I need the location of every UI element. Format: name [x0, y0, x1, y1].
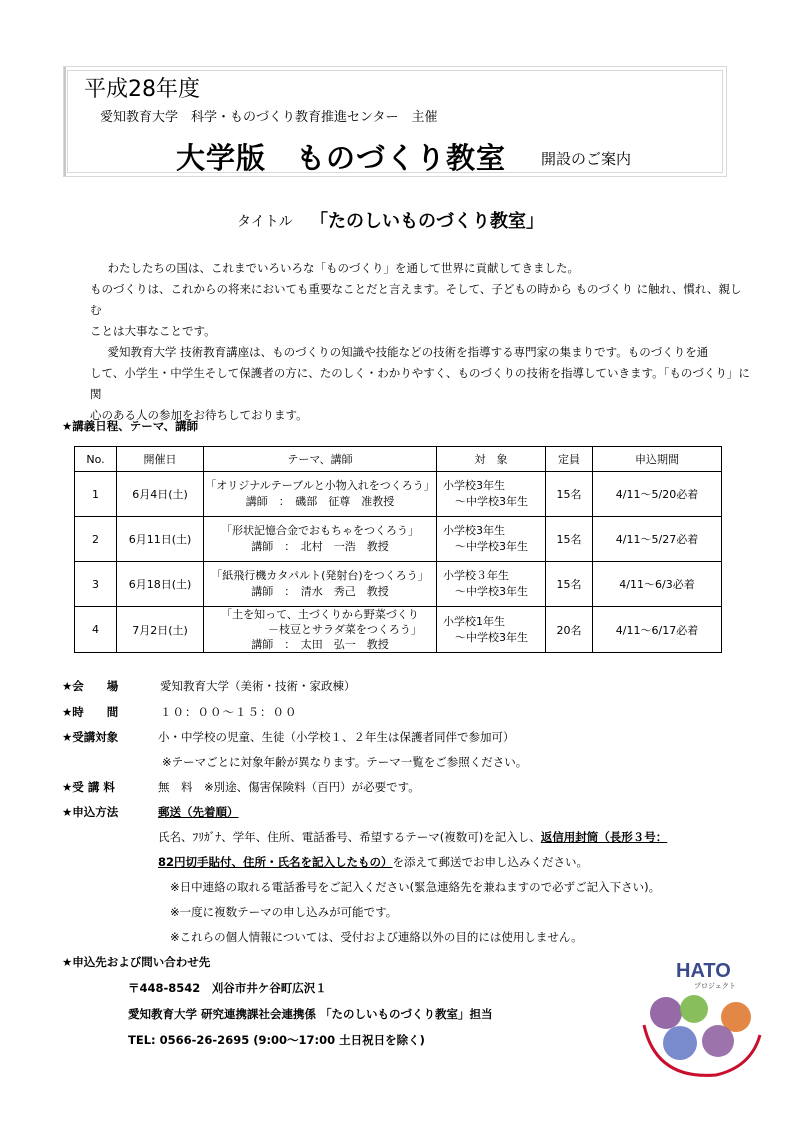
row-target	[437, 472, 546, 517]
target-to: ～中学校3年生	[455, 630, 528, 644]
intro-line: 愛知教育大学 技術教育講座は、ものづくりの知識や技能などの技術を指導する専門家の集まりです。ものづくりを通	[96, 345, 709, 359]
row-date: 6月11日(土)	[117, 517, 204, 562]
venue-label: ★会 場	[62, 679, 119, 693]
intro-line: ことは大事なことです。	[90, 324, 216, 338]
row-date: 6月18日(土)	[117, 562, 204, 607]
row-capacity: 15名	[546, 472, 593, 517]
time-row	[62, 704, 298, 720]
schedule-heading: ★講義日程、テーマ、講師	[62, 419, 199, 433]
fiscal-year: 平成28年度	[84, 77, 200, 102]
logo-circle-green	[680, 995, 708, 1023]
audience-note: ※テーマごとに対象年齢が異なります。テーマ一覧をご参照ください。	[162, 755, 528, 769]
logo-subtext: プロジェクト	[694, 982, 736, 990]
table-row	[75, 562, 722, 607]
row-period: 4/11～6/17必着	[593, 607, 722, 653]
apply-instructions-1	[158, 829, 667, 845]
audience-row	[62, 729, 515, 745]
intro-line: ものづくりは、これからの将来においても重要なことだと言えます。そして、子どもの時から ものづくり に触れ、慣れ、親しむ	[90, 282, 742, 317]
sponsor-text: 愛知教育大学 科学・ものづくり教育推進センター 主催	[100, 110, 438, 125]
row-theme	[204, 472, 437, 517]
target-to: ～中学校3年生	[455, 585, 528, 598]
table-row	[75, 472, 722, 517]
row-capacity: 15名	[546, 562, 593, 607]
contact-address: 〒448-8542 刈谷市井ケ谷町広沢１	[128, 981, 327, 995]
logo-circle-blue	[663, 1026, 697, 1060]
apply-row	[62, 804, 239, 820]
audience-label: ★受講対象	[62, 730, 119, 744]
row-date: 6月4日(土)	[117, 472, 204, 517]
column-header: 開催日	[117, 447, 204, 472]
contact-heading: ★申込先および問い合わせ先	[62, 955, 211, 969]
logo-swoosh	[644, 1025, 760, 1075]
apply-text: を添えて郵送でお申し込みください。	[392, 855, 589, 869]
contact-office: 愛知教育大学 研究連携課社会連携係 「たのしいものづくり教室」担当	[128, 1007, 493, 1021]
apply-stamp: 82円切手貼付、住所・氏名を記入したもの）	[158, 855, 393, 869]
logo-circle-purple	[650, 997, 682, 1029]
table-row	[75, 517, 722, 562]
row-period: 4/11～5/20必着	[593, 472, 722, 517]
fee-label: ★受 講 料	[62, 780, 115, 794]
subtitle-value: 「たのしいものづくり教室」	[310, 211, 544, 232]
theme-lecturer: 講師 ： 太田 弘一 教授	[251, 638, 389, 651]
contact-phone: TEL: 0566-26-2695 (9:00～17:00 土日祝日を除く)	[128, 1033, 425, 1047]
fee-value: 無 料 ※別途、傷害保険料（百円）が必要です。	[158, 780, 420, 794]
target-to: ～中学校3年生	[455, 540, 528, 553]
theme-title: 「オリジナルテーブルと小物入れをつくろう」	[205, 479, 435, 492]
column-header: テーマ、講師	[204, 447, 437, 472]
row-number: 1	[75, 472, 117, 517]
subtitle-label: タイトル	[237, 214, 293, 230]
apply-instructions-2	[158, 854, 588, 870]
time-value: １０：００～１５：００	[160, 705, 298, 719]
row-target	[437, 607, 546, 653]
column-header: No.	[75, 447, 117, 472]
venue-value: 愛知教育大学（美術・技術・家政棟）	[160, 679, 356, 693]
venue-row	[62, 678, 356, 694]
row-period: 4/11～5/27必着	[593, 517, 722, 562]
target-from: 小学校3年生	[443, 479, 505, 492]
target-to: ～中学校3年生	[455, 495, 528, 508]
theme-title: 「形状記憶合金でおもちゃをつくろう」	[221, 524, 419, 537]
apply-text: 氏名、ﾌﾘｶﾞﾅ、学年、住所、電話番号、希望するテーマ(複数可)を記入し、	[158, 830, 541, 844]
row-capacity: 20名	[546, 607, 593, 653]
intro-paragraph	[90, 258, 750, 426]
row-theme	[204, 562, 437, 607]
fee-row	[62, 779, 420, 795]
intro-line: わたしたちの国は、これまでいろいろな「ものづくり」を通して世界に貢献してきました。	[96, 261, 579, 275]
theme-title: 「土を知って、土づくりから野菜づくり	[221, 608, 419, 621]
hato-logo	[636, 955, 766, 1085]
apply-envelope: 返信用封筒（長形３号：	[540, 830, 668, 844]
page-title: 大学版 ものづくり教室	[176, 141, 507, 175]
intro-line: 心のある人の参加をお待ちしております。	[90, 408, 308, 422]
audience-value: 小・中学校の児童、生徒（小学校１、２年生は保護者同伴で参加可）	[158, 730, 515, 744]
row-theme	[204, 607, 437, 653]
target-from: 小学校３年生	[443, 569, 509, 582]
row-theme	[204, 517, 437, 562]
apply-label: ★申込方法	[62, 805, 119, 819]
apply-note: ※これらの個人情報については、受付および連絡以外の目的には使用しません。	[170, 930, 583, 944]
row-number: 2	[75, 517, 117, 562]
time-label: ★時 間	[62, 705, 119, 719]
column-header: 対 象	[437, 447, 546, 472]
table-header-row	[75, 447, 722, 472]
row-target	[437, 562, 546, 607]
row-date: 7月2日(土)	[117, 607, 204, 653]
schedule-table	[74, 446, 722, 653]
apply-note: ※一度に複数テーマの申し込みが可能です。	[170, 905, 398, 919]
theme-lecturer: 講師 ： 北村 一浩 教授	[251, 540, 389, 553]
column-header: 申込期間	[593, 447, 722, 472]
target-from: 小学校3年生	[443, 524, 505, 537]
row-capacity: 15名	[546, 517, 593, 562]
target-from: 小学校1年生	[443, 614, 505, 628]
apply-note: ※日中連絡の取れる電話番号をご記入ください(緊急連絡先を兼ねますので必ずご記入下さい)。	[170, 880, 661, 894]
row-number: 4	[75, 607, 117, 653]
theme-lecturer: 講師 ： 磯部 征尊 准教授	[245, 495, 395, 508]
table-row	[75, 607, 722, 653]
hato-logo-graphic	[636, 955, 766, 1085]
title-suffix: 開設のご案内	[541, 150, 632, 168]
theme-title: 「紙飛行機カタパルト(発射台)をつくろう」	[211, 569, 429, 582]
apply-method: 郵送（先着順）	[158, 805, 239, 819]
row-target	[437, 517, 546, 562]
row-period: 4/11～6/3必着	[593, 562, 722, 607]
logo-circle-violet	[702, 1025, 734, 1057]
row-number: 3	[75, 562, 117, 607]
theme-lecturer: 講師 ： 清水 秀己 教授	[251, 585, 389, 598]
logo-text: HATO	[676, 960, 731, 982]
column-header: 定員	[546, 447, 593, 472]
intro-line: して、小学生・中学生そして保護者の方に、たのしく・わかりやすく、ものづくりの技術を指導していきます。「ものづくり」に関	[90, 366, 750, 401]
theme-title-cont: －枝豆とサラダ菜をつくろう」	[268, 623, 422, 636]
